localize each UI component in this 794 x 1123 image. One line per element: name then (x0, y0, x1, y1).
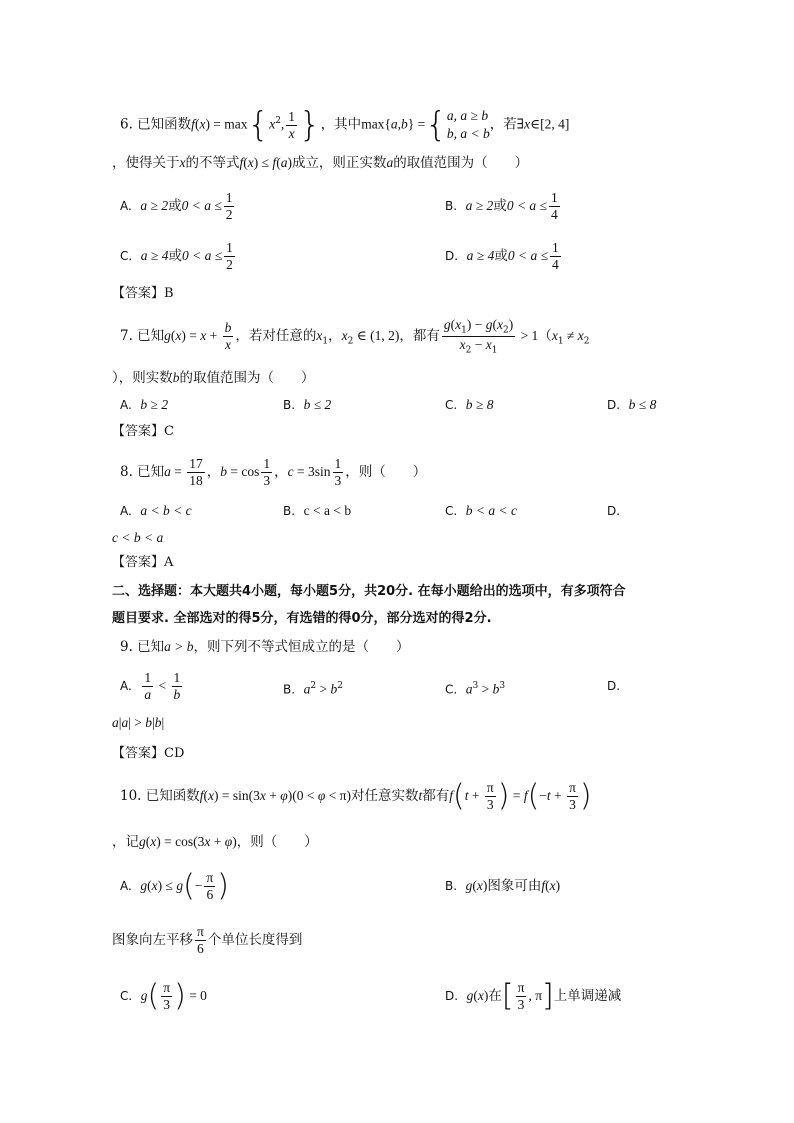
q6-option-c[interactable]: C. a ≥ 4或0 < a ≤ $\frac{1}{2}$ (120, 240, 233, 272)
q7-option-d[interactable]: D. b ≤ 8 (607, 397, 657, 412)
q8-option-d-text: c < b < a (112, 530, 164, 545)
q10-option-a[interactable]: A. g(x) ≤ g(− $\frac{\pi}{6}$ ) (120, 868, 229, 904)
q6-answer: 【答案】B (112, 286, 174, 301)
q9-option-b[interactable]: B. $a^2 > b^2$ (283, 681, 343, 697)
q8-stem: 8. 已知a = $\frac{17}{18}$ ，b = cos $\frac{1}{3}$ ，c = 3sin $\frac{1}{3}$ ，则（ ） (120, 456, 427, 488)
q9-option-c[interactable]: C. $a^3 > b^3$ (445, 681, 506, 697)
q10-option-d[interactable]: D. g(x)在[ $\frac{\pi}{3}$ , π]上单调递减 (445, 978, 622, 1014)
section2-instructions-line1: 二、选择题：本大题共4小题，每小题5分，共20分. 在每小题给出的选项中，有多项符合 (112, 584, 626, 599)
q7-stem-line1: 7. 已知g(x) = x + $\frac{b}{x}$ ，若对任意的$x_1$，$x_2$ ∈ (1, 2)，都有 $\frac{g(x_1) - g(x_2)}{x_2 - x_1}$ > $1(x_1 \ne x_2$ (120, 316, 590, 356)
q9-option-a[interactable]: A. $\frac{1}{a}$ < $\frac{1}{b}$ (120, 670, 181, 702)
q9-stem: 9. 已知a > b，则下列不等式恒成立的是（ ） (120, 639, 410, 655)
q10-option-c[interactable]: C. g( $\frac{\pi}{3}$ ) = 0 (120, 978, 207, 1014)
section2-instructions-line2: 题目要求. 全部选对的得5分，有选错的得0分，部分选对的得2分. (112, 611, 492, 626)
q6-option-b[interactable]: B. a ≥ 2或0 < a ≤ $\frac{1}{4}$ (445, 190, 558, 222)
q10-option-b[interactable]: B. g(x)图象可由f(x) (445, 878, 561, 894)
q10-stem-line2: ，记g(x) = cos(3x + φ)，则（ ） (112, 834, 318, 850)
q6-stem-line2: ，使得关于x的不等式f(x) ≤ f(a)成立，则正实数a的取值范围为（ ） (112, 155, 529, 171)
q9-option-d-text: a|a| > b|b| (112, 715, 165, 730)
q7-option-b[interactable]: B. b ≤ 2 (283, 397, 332, 412)
q7-answer: 【答案】C (112, 424, 174, 439)
q6-option-d[interactable]: D. a ≥ 4或0 < a ≤ $\frac{1}{4}$ (445, 240, 559, 272)
q9-option-d[interactable]: D. (607, 679, 621, 693)
q8-option-a[interactable]: A. a < b < c (120, 503, 192, 518)
q7-option-c[interactable]: C. b ≥ 8 (445, 397, 494, 412)
q8-option-b[interactable]: B. c < a < b (283, 503, 352, 518)
q10-stem-line1: 10. 已知函数f(x) = sin(3x + φ)(0 < φ < π)对任意实数t都有f(t + $\frac{\pi}{3}$ ) = f(−t + $\frac{\pi}{3}$ ) (120, 778, 592, 814)
q8-option-c[interactable]: C. b < a < c (445, 503, 518, 518)
q7-stem-line2: ），则实数b的取值范围为（ ） (112, 370, 315, 386)
q6-stem-line1: 6. 已知函数$f(x) = \max\{x^2$, $\frac{1}{x}$ }，其中max{a,b} ={ a, a ≥ b b, a < b ，若∃x∈[2, 4] (120, 105, 570, 145)
q8-option-d[interactable]: D. (607, 504, 621, 518)
q8-answer: 【答案】A (112, 555, 174, 570)
q9-answer: 【答案】CD (112, 746, 185, 761)
q10-option-b-continued: 图象向左平移 $\frac{\pi}{6}$ 个单位长度得到 (112, 924, 303, 956)
q7-option-a[interactable]: A. b ≥ 2 (120, 397, 169, 412)
q6-option-a[interactable]: A. a ≥ 2或0 < a ≤ $\frac{1}{2}$ (120, 190, 233, 222)
